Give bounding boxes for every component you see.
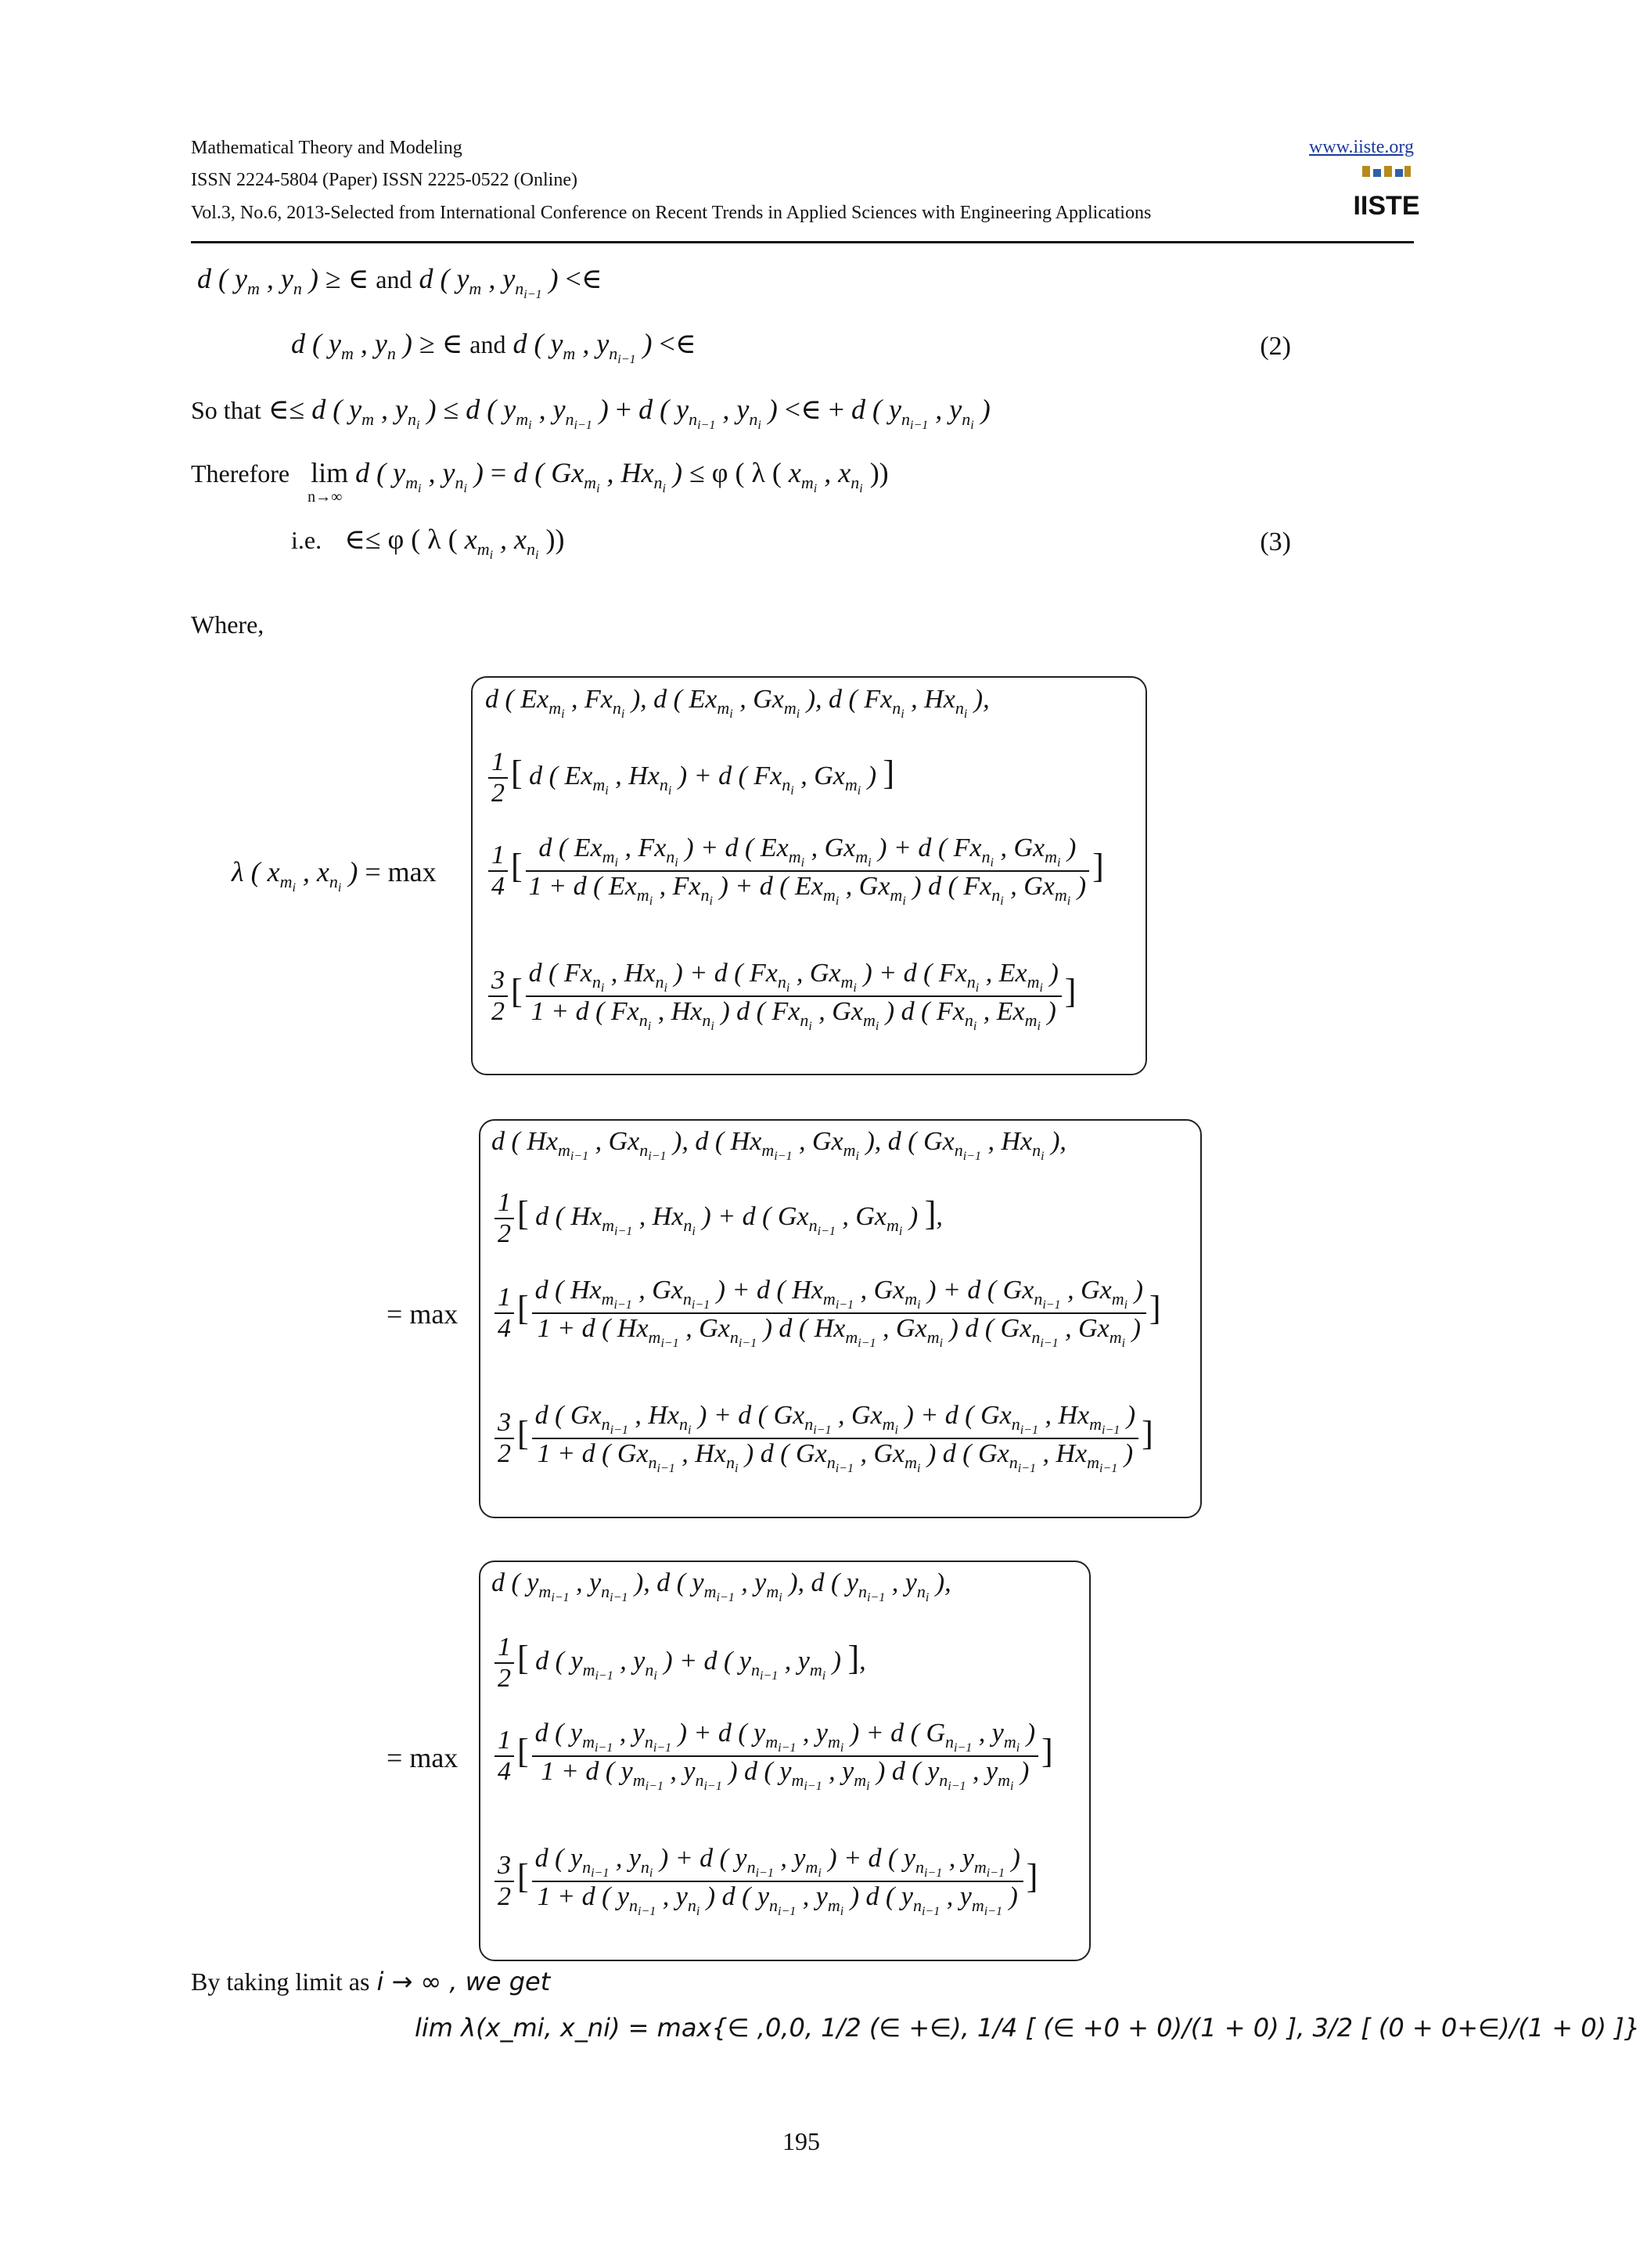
limit-text: By taking limit as i → ∞ , we get bbox=[191, 1967, 551, 1996]
svg-text:IISTE: IISTE bbox=[1353, 191, 1420, 221]
header-rule bbox=[191, 241, 1414, 243]
journal-title: Mathematical Theory and Modeling bbox=[191, 138, 462, 158]
final-limit-equation: lim λ(x_mi, x_ni) = max{∈ ,0,0, 1/2 (∈ +∈), 1/4 [ (∈ +0 + 0)/(1 + 0) ], 3/2 [ (0 + 0+∈)/(1 + 0) ]} bbox=[415, 2013, 1640, 2043]
issn-line: ISSN 2224-5804 (Paper) ISSN 2225-0522 (Online) bbox=[191, 170, 577, 190]
equation-line-5: i.e. ∈≤ φ ( λ ( $x_{m_i}$ , $x_{n_i}$ )) bbox=[291, 524, 565, 562]
equation-number-2: (2) bbox=[1260, 332, 1291, 361]
page-number: 195 bbox=[782, 2127, 820, 2155]
website-link[interactable]: www.iiste.org bbox=[1309, 137, 1414, 157]
equation-number-3: (3) bbox=[1260, 527, 1291, 556]
volume-line: Vol.3, No.6, 2013-Selected from International Conference on Recent Trends in Applied Sciences with Engineering Applications bbox=[191, 203, 1152, 223]
equation-line-2: d ( $y_m$ , $y_n$ ) ≥ ∈ and d ( $y_m$ , $y_{n_{i-1}}$ ) <∈ bbox=[291, 328, 696, 366]
equation-line-4: Therefore lim n→∞ d ( $y_{m_i}$ , $y_{n_i}$ ) = d ( $Gx_{m_i}$ , $Hx_{n_i}$ ) ≤ φ ( λ ( $x_{m_i}$ , $x_{n_i}$ )) bbox=[191, 457, 889, 506]
and-text: and bbox=[376, 265, 412, 293]
and-text: and bbox=[469, 330, 506, 358]
where-text: Where, bbox=[191, 610, 264, 639]
equation-line-3: So that ∈≤ d ( $y_m$ , $y_{n_i}$ ) ≤ d ( $y_{m_i}$ , $y_{n_{i-1}}$ ) + d ( $y_{n_{i-1}}$ , $y_{n_i}$ ) <∈ + d ( $y_{n_{i-1}}$ , $y_{n_i}$ ) bbox=[191, 394, 991, 432]
equation-line-1: d ( $y_m$ , $y_n$ ) ≥ ∈ and d ( $y_m$ , $y_{n_{i-1}}$ ) <∈ bbox=[197, 263, 602, 301]
iiste-logo bbox=[1353, 166, 1420, 224]
